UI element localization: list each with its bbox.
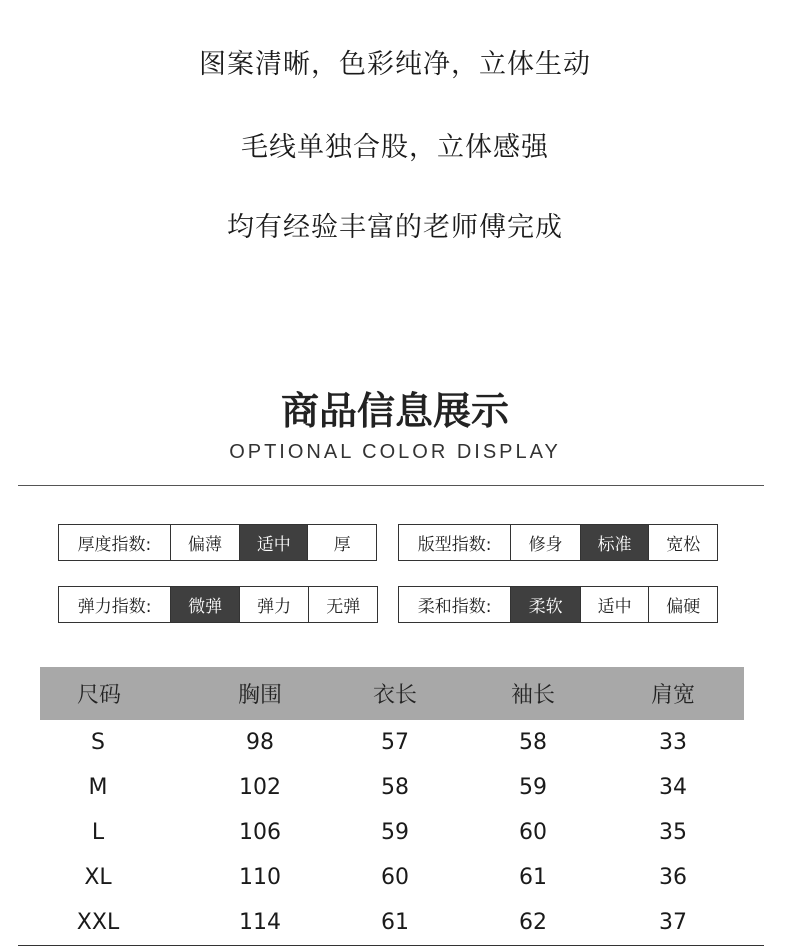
header-length: 衣长 (372, 683, 417, 708)
slogan-line-1: 图案清晰，色彩纯净，立体生动 (199, 49, 591, 80)
section-title: 商品信息展示 (280, 389, 509, 433)
table-row (40, 900, 744, 945)
softness-option-2: 适中 (580, 587, 649, 622)
fit-option-3: 宽松 (648, 525, 717, 560)
cell-chest: 114 (239, 910, 281, 935)
softness-index-label: 柔和指数: (417, 597, 492, 617)
cell-size: S (91, 730, 105, 755)
section-subtitle: OPTIONAL COLOR DISPLAY (229, 441, 561, 463)
divider-bottom (18, 945, 764, 946)
cell-size: XL (84, 865, 112, 890)
softness-option-3: 偏硬 (648, 587, 717, 622)
cell-sleeve: 59 (519, 775, 547, 800)
thickness-option-2: 适中 (239, 525, 307, 560)
thickness-option-1: 偏薄 (170, 525, 240, 560)
thickness-index-label: 厚度指数: (77, 535, 152, 555)
elastic-option-2: 弹力 (239, 587, 309, 622)
cell-chest: 110 (239, 865, 281, 890)
fit-index (398, 524, 718, 561)
cell-chest: 102 (239, 775, 281, 800)
thickness-index (58, 524, 377, 561)
softness-option-1: 柔软 (510, 587, 580, 622)
cell-sleeve: 61 (519, 865, 547, 890)
table-row (40, 855, 744, 900)
slogan-line-2: 毛线单独合股，立体感强 (241, 132, 549, 163)
cell-shoulder: 37 (659, 910, 687, 935)
softness-index (398, 586, 718, 623)
cell-sleeve: 60 (519, 820, 547, 845)
cell-shoulder: 33 (659, 730, 687, 755)
elastic-option-1: 微弹 (170, 587, 239, 622)
cell-shoulder: 34 (659, 775, 687, 800)
header-shoulder: 肩宽 (650, 683, 695, 708)
table-row (40, 765, 744, 810)
cell-length: 58 (381, 775, 409, 800)
size-table-header (40, 667, 744, 720)
elastic-option-3: 无弹 (308, 587, 377, 622)
header-sleeve: 袖长 (510, 683, 555, 708)
elastic-index (58, 586, 378, 623)
size-table (40, 667, 744, 945)
cell-shoulder: 36 (659, 865, 687, 890)
cell-size: M (88, 775, 108, 800)
cell-chest: 98 (246, 730, 274, 755)
table-row (40, 720, 744, 765)
cell-sleeve: 58 (519, 730, 547, 755)
size-table-body (40, 720, 744, 945)
cell-size: XXL (76, 910, 120, 935)
cell-chest: 106 (239, 820, 281, 845)
cell-length: 60 (381, 865, 409, 890)
cell-length: 57 (381, 730, 409, 755)
fit-index-label: 版型指数: (417, 535, 492, 555)
fit-option-2: 标准 (580, 525, 649, 560)
header-chest: 胸围 (237, 683, 282, 708)
cell-sleeve: 62 (519, 910, 547, 935)
header-size: 尺码 (76, 683, 121, 708)
fit-option-1: 修身 (510, 525, 580, 560)
cell-size: L (91, 820, 105, 845)
thickness-option-3: 厚 (307, 525, 376, 560)
cell-shoulder: 35 (659, 820, 687, 845)
slogan-line-3: 均有经验丰富的老师傅完成 (227, 212, 563, 243)
elastic-index-label: 弹力指数: (77, 597, 152, 617)
cell-length: 61 (381, 910, 409, 935)
table-row (40, 810, 744, 855)
cell-length: 59 (381, 820, 409, 845)
divider-top (18, 485, 764, 486)
